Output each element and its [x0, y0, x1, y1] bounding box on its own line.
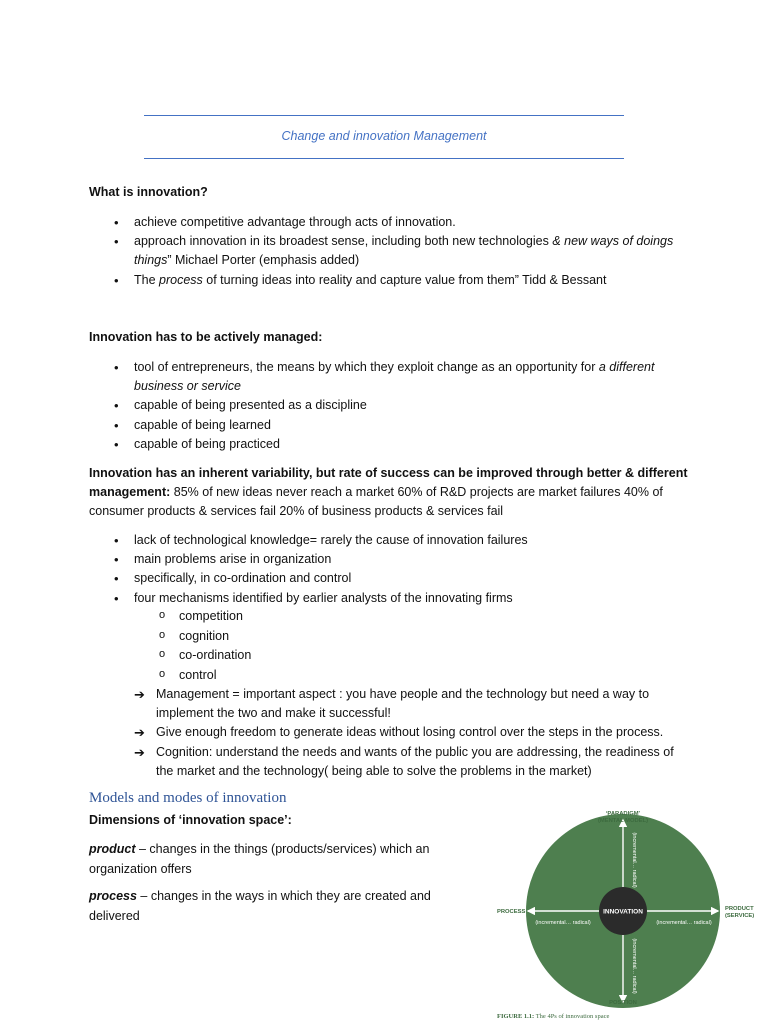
- process-label: PROCESS: [497, 909, 526, 915]
- list-item: [112, 435, 692, 454]
- list-item: [112, 531, 692, 550]
- item-text: capable of being practiced: [134, 436, 280, 451]
- heading-actively-managed: Innovation has to be actively managed:: [89, 330, 323, 344]
- header-rule-bottom: [144, 158, 624, 159]
- list-item: [112, 232, 692, 270]
- section-heading-models: Models and modes of innovation: [89, 790, 287, 806]
- arrow-item: [134, 685, 694, 723]
- list-item: [112, 589, 692, 608]
- product-label: PRODUCT: [725, 906, 754, 912]
- variability-paragraph: [89, 464, 689, 521]
- process-paragraph: [89, 887, 449, 926]
- top-axis-label: (incremental… radical): [631, 832, 637, 888]
- mechanisms-sublist: [157, 607, 457, 685]
- header-rule-top: [144, 115, 624, 116]
- page-title: Change and innovation Management: [281, 129, 487, 143]
- item-text: four mechanisms identified by earlier analysts of the innovating firms: [134, 590, 513, 605]
- list-item: [112, 358, 692, 396]
- arrow-icon: ➔: [134, 687, 145, 702]
- item-text: capable of being learned: [134, 417, 271, 432]
- caption-label: FIGURE 1.1:: [497, 1013, 535, 1020]
- variability-bold: Innovation has an inherent variability, but rate of success can be improved through better & different management:: [89, 466, 688, 499]
- item-text: of turning ideas into reality and capture value from them” Tidd & Bessant: [202, 272, 607, 287]
- item-text: Management = important aspect : you have people and the technology but need a way to implement the two and make it successful!: [156, 687, 650, 721]
- product-term: product: [89, 842, 136, 856]
- position-label: POSITION: [609, 1000, 637, 1006]
- variability-text: 85% of new ideas never reach a market 60% of R&D projects are market failures 40% of consumer products & services fail 20% of business products & services fail: [89, 485, 663, 518]
- list-item: [112, 416, 692, 435]
- failures-list: [112, 531, 692, 608]
- heading-what-is-innovation: What is innovation?: [89, 185, 208, 199]
- list-item: [112, 213, 692, 232]
- process-text: – changes in the ways in which they are created and delivered: [89, 889, 431, 923]
- sub-item: o co-ordination: [157, 646, 457, 666]
- item-text: Cognition: understand the needs and wants of the public you are addressing, the readiness of the market and the technology( being able to solve the problems in the market): [156, 744, 674, 778]
- list-item: [112, 569, 692, 588]
- caption-text: The 4Ps of innovation space: [534, 1013, 610, 1020]
- dimensions-label: Dimensions of ‘innovation space’:: [89, 813, 292, 827]
- sub-item: o cognition: [157, 627, 457, 647]
- item-text: ” Michael Porter (emphasis added): [167, 253, 360, 268]
- product-sublabel: (SERVICE): [725, 913, 755, 919]
- right-axis-label: (incremental… radical): [656, 920, 712, 926]
- product-text: – changes in the things (products/services) which an organization offers: [89, 842, 430, 876]
- paradigm-label: ‘PARADIGM’: [605, 811, 641, 817]
- item-text: Give enough freedom to generate ideas without losing control over the steps in the process.: [156, 725, 664, 740]
- sub-item: o competition: [157, 607, 457, 627]
- item-text: tool of entrepreneurs, the means by which they exploit change as an opportunity for: [134, 360, 599, 374]
- item-emphasis: & new ways of doings things: [134, 234, 674, 268]
- item-text: approach innovation in its broadest sense, including both new technologies: [134, 234, 553, 249]
- product-paragraph: [89, 840, 449, 879]
- arrow-list: [134, 685, 694, 781]
- bottom-axis-label: (incremental… radical): [631, 938, 637, 994]
- list-item: [112, 271, 692, 290]
- center-label: INNOVATION: [603, 908, 643, 916]
- item-text: lack of technological knowledge= rarely the cause of innovation failures: [134, 533, 528, 547]
- item-emphasis: a different business or service: [134, 360, 655, 394]
- item-text: capable of being presented as a discipline: [134, 398, 367, 413]
- what-is-list: [112, 213, 692, 290]
- list-item: [112, 396, 692, 415]
- sub-item: o control: [157, 666, 457, 686]
- process-term: process: [89, 889, 137, 903]
- innovation-space-figure: [492, 808, 758, 1024]
- item-text: main problems arise in organization: [134, 552, 332, 567]
- arrow-icon: ➔: [134, 725, 145, 741]
- item-text: specifically, in co-ordination and control: [134, 571, 352, 586]
- figure-caption: [497, 1013, 609, 1020]
- arrow-item: [134, 723, 694, 742]
- arrow-item: [134, 743, 694, 781]
- arrow-icon: ➔: [134, 744, 145, 760]
- item-emphasis: process: [159, 272, 203, 287]
- managed-list: [112, 358, 692, 454]
- item-text: The: [134, 272, 160, 287]
- item-text: achieve competitive advantage through acts of innovation.: [134, 215, 456, 229]
- list-item: [112, 550, 692, 569]
- paradigm-sublabel: (MENTAL MODEL): [597, 818, 649, 824]
- left-axis-label: (incremental… radical): [535, 920, 591, 926]
